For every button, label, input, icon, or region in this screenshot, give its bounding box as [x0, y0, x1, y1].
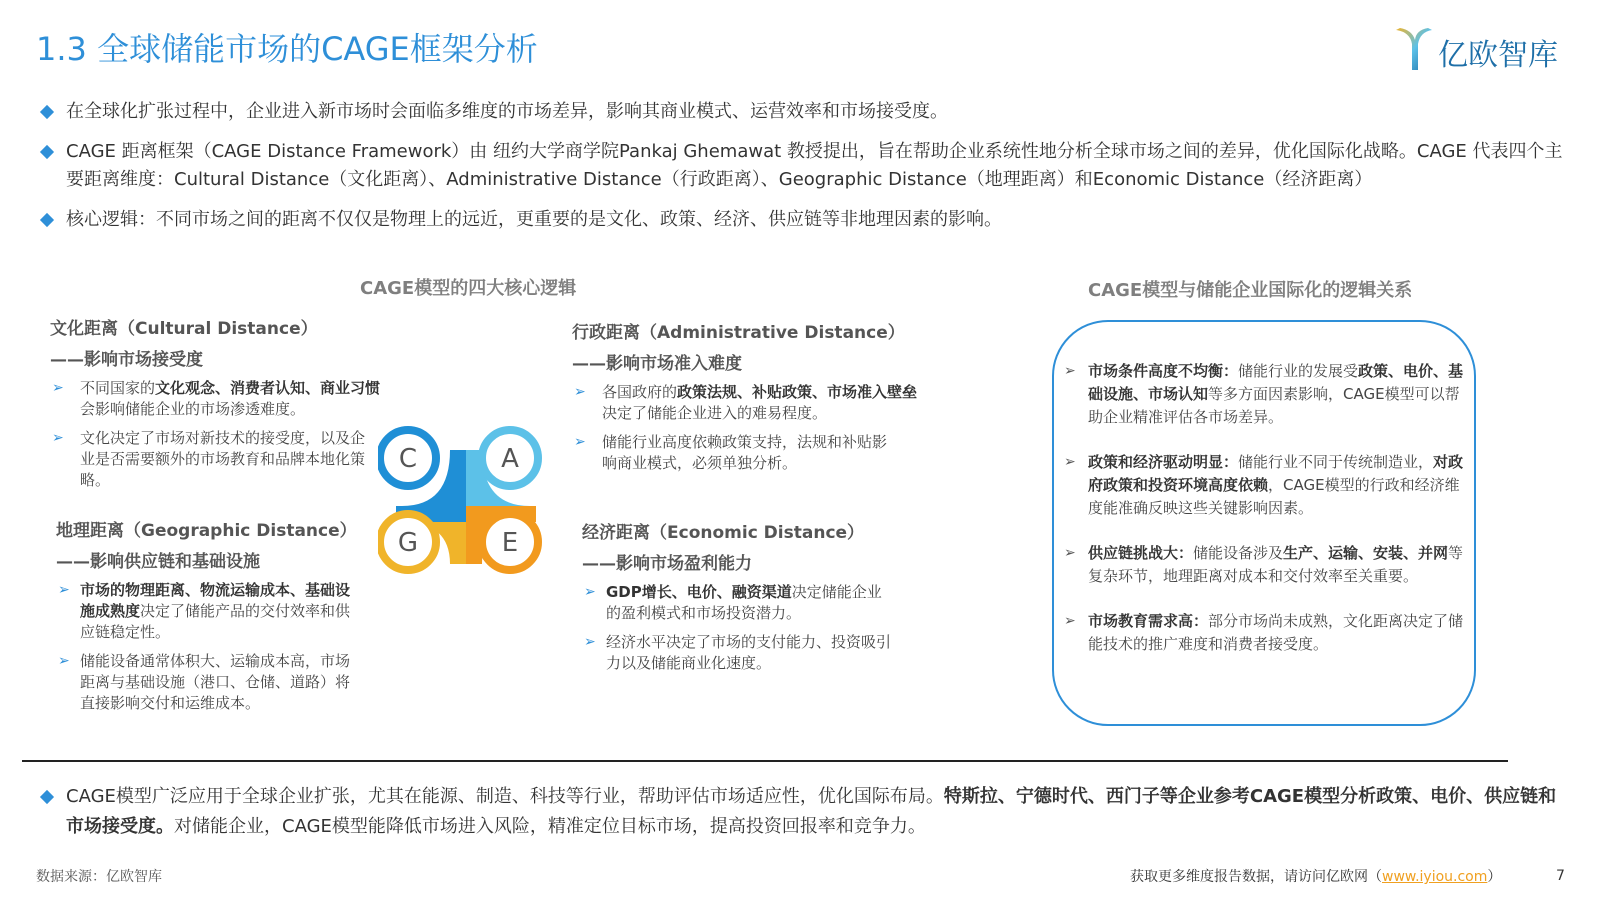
economic-block: [582, 518, 892, 674]
list-item: ➢ GDP增长、电价、融资渠道决定储能企业的盈利模式和市场投资潜力。: [584, 583, 882, 622]
cultural-subtitle: ——影响市场接受度: [50, 350, 203, 370]
logic-box: [1052, 320, 1476, 726]
left-section-title: CAGE模型的四大核心逻辑: [360, 278, 577, 299]
website-link[interactable]: www.iyiou.com: [1382, 869, 1488, 885]
conclusion: [36, 782, 1572, 854]
chevron-right-icon: ➢: [1064, 363, 1076, 379]
list-item: ➢ 储能行业高度依赖政策支持，法规和补贴影响商业模式，必须单独分析。: [574, 433, 888, 472]
cage-letter-g: G: [397, 528, 419, 558]
cage-diagram: [378, 424, 554, 590]
chevron-right-icon: ➢: [584, 584, 596, 600]
chevron-right-icon: ➢: [1064, 545, 1076, 561]
section-divider: [22, 760, 1508, 762]
geographic-subtitle: ——影响供应链和基础设施: [56, 552, 260, 572]
diamond-bullet-icon: [40, 145, 54, 159]
diamond-bullet-icon: [40, 105, 54, 119]
list-item: ➢ 市场的物理距离、物流运输成本、基础设施成熟度决定了储能产品的交付效率和供应链稳定性。: [58, 581, 351, 641]
chevron-right-icon: ➢: [58, 653, 70, 669]
logic-item: ➢ 供应链挑战大：储能设备涉及生产、运输、安装、并网等复杂环节，地理距离对成本和交付效率至关重要。: [1064, 544, 1464, 585]
logic-item: ➢ 市场教育需求高：部分市场尚未成熟，文化距离决定了储能技术的推广难度和消费者接受度。: [1064, 612, 1464, 653]
list-item: ➢ 各国政府的政策法规、补贴政策、市场准入壁垒决定了储能企业进入的难易程度。: [574, 383, 918, 422]
logo-text: 亿欧智库: [1438, 38, 1558, 73]
diamond-bullet-icon: [40, 790, 54, 804]
list-item: ➢ 文化决定了市场对新技术的接受度，以及企业是否需要额外的市场教育和品牌本地化策略。: [52, 429, 366, 489]
logic-item: ➢ 政策和经济驱动明显：储能行业不同于传统制造业，对政府政策和投资环境高度依赖，CAGE模型的行政和经济维度能准确反映这些关键影响因素。: [1064, 453, 1464, 517]
cage-letter-c: C: [398, 444, 418, 474]
chevron-right-icon: ➢: [574, 434, 586, 450]
administrative-title: 行政距离（Administrative Distance）: [572, 323, 905, 343]
intro-bullets: [36, 98, 1566, 246]
intro-bullet: CAGE 距离框架（CAGE Distance Framework）由 纽约大学商学院Pankaj Ghemawat 教授提出，旨在帮助企业系统性地分析全球市场之间的差异，优化国际化战略。CAGE 代表四个主要距离维度：Cultural Distance（文化距离）、Administrative Distance（行政距离）、Geographic Distance（地理距离）和Economic Distance（经济距离）: [36, 138, 1566, 194]
data-source: 数据来源：亿欧智库: [36, 869, 162, 885]
cage-letter-e: E: [501, 528, 519, 558]
logic-item: ➢ 市场条件高度不均衡：储能行业的发展受政策、电价、基础设施、市场认知等多方面因素影响，CAGE模型可以帮助企业精准评估各市场差异。: [1064, 362, 1464, 426]
chevron-right-icon: ➢: [52, 380, 64, 396]
cage-letter-a: A: [501, 444, 519, 474]
chevron-right-icon: ➢: [574, 384, 586, 400]
list-item: ➢ 不同国家的文化观念、消费者认知、商业习惯会影响储能企业的市场渗透难度。: [52, 379, 381, 418]
intro-bullet: 核心逻辑：不同市场之间的距离不仅仅是物理上的远近，更重要的是文化、政策、经济、供应链等非地理因素的影响。: [36, 206, 1566, 234]
chevron-right-icon: ➢: [52, 430, 64, 446]
list-item: ➢ 经济水平决定了市场的支付能力、投资吸引力以及储能商业化速度。: [584, 633, 892, 672]
geographic-block: [56, 516, 356, 714]
geographic-title: 地理距离（Geographic Distance）: [56, 521, 357, 541]
chevron-right-icon: ➢: [58, 582, 70, 598]
cultural-block: [50, 314, 390, 491]
conclusion-bullet: CAGE模型广泛应用于全球企业扩张，尤其在能源、制造、科技等行业，帮助评估市场适应性，优化国际布局。特斯拉、宁德时代、西门子等企业参考CAGE模型分析政策、电价、供应链和市场接受度。对储能企业，CAGE模型能降低市场进入风险，精准定位目标市场，提高投资回报率和竞争力。: [36, 782, 1572, 842]
brand-logo: [1394, 26, 1570, 74]
administrative-subtitle: ——影响市场准入难度: [572, 354, 742, 374]
footer-cta: 获取更多维度报告数据，请访问亿欧网（www.iyiou.com）: [1130, 869, 1502, 885]
page-number: 7: [1556, 868, 1565, 884]
economic-title: 经济距离（Economic Distance）: [582, 523, 865, 543]
cultural-title: 文化距离（Cultural Distance）: [50, 319, 318, 339]
chevron-right-icon: ➢: [1064, 454, 1076, 470]
chevron-right-icon: ➢: [584, 634, 596, 650]
administrative-block: [572, 318, 932, 474]
logo-icon: [1394, 26, 1434, 72]
list-item: ➢ 储能设备通常体积大、运输成本高，市场距离与基础设施（港口、仓储、道路）将直接影响交付和运维成本。: [58, 652, 351, 712]
diamond-bullet-icon: [40, 213, 54, 227]
right-section-title: CAGE模型与储能企业国际化的逻辑关系: [1088, 280, 1413, 301]
economic-subtitle: ——影响市场盈利能力: [582, 554, 752, 574]
chevron-right-icon: ➢: [1064, 613, 1076, 629]
intro-bullet: 在全球化扩张过程中，企业进入新市场时会面临多维度的市场差异，影响其商业模式、运营效率和市场接受度。: [36, 98, 1566, 126]
page-title: 1.3 全球储能市场的CAGE框架分析: [36, 30, 538, 68]
